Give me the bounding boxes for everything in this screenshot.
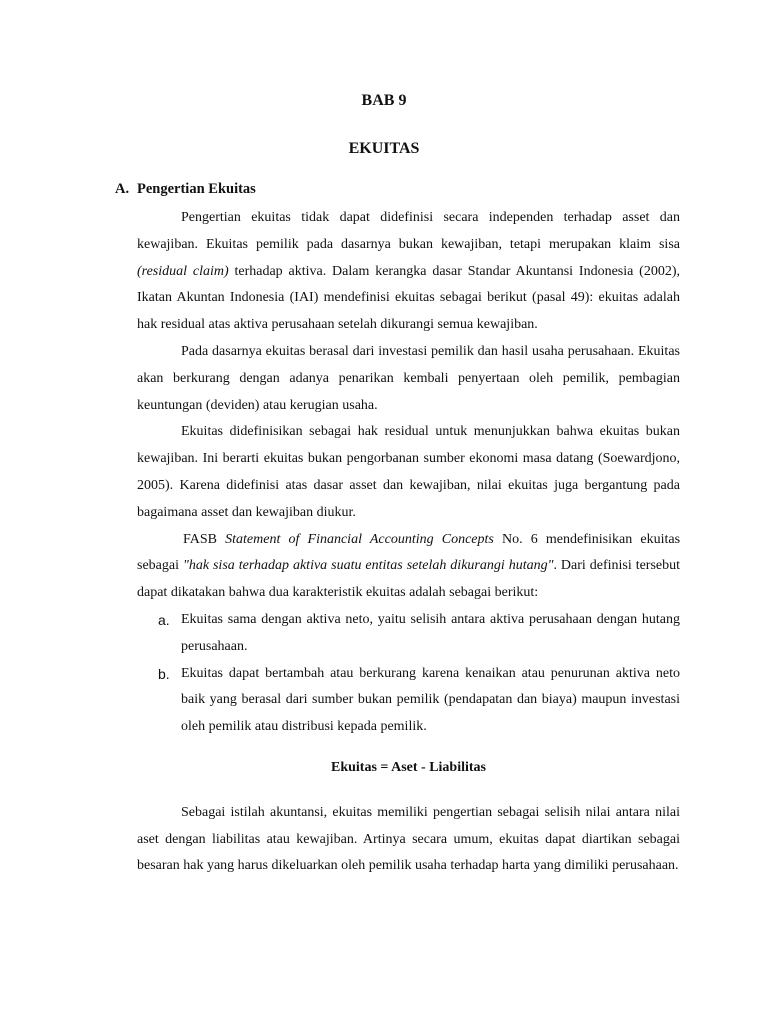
paragraph-1-text-a: Pengertian ekuitas tidak dapat didefinisi secara independen terhadap asset dan kewajiban. Ekuitas pemilik pada dasarnya bukan kewajiban, tetapi merupakan klaim sisa bbox=[137, 210, 680, 252]
paragraph-2: Pada dasarnya ekuitas berasal dari investasi pemilik dan hasil usaha perusahaan. Ekuitas akan berkurang dengan adanya penarikan kembali penyertaan oleh pemilik, pembagian keuntungan (deviden) atau kerugian usaha. bbox=[137, 343, 680, 413]
paragraph-5: Sebagai istilah akuntansi, ekuitas memiliki pengertian sebagai selisih nilai antara nilai aset dengan liabilitas atau kewajiban. Artinya secara umum, ekuitas dapat diartikan sebagai besaran hak yang harus dikeluarkan oleh pemilik usaha terhadap harta yang dimiliki perusahaan. bbox=[137, 804, 680, 874]
chapter-title: EKUITAS bbox=[348, 140, 420, 157]
paragraph-1 bbox=[137, 205, 680, 339]
paragraph-4-italic-title: Statement of Financial Accounting Concepts bbox=[225, 531, 494, 547]
section-number: A. bbox=[115, 181, 130, 197]
paragraph-1-italic-term: (residual claim) bbox=[137, 263, 229, 279]
list-marker: b. bbox=[158, 665, 170, 682]
paragraph-4-italic-quote: "hak sisa terhadap aktiva suatu entitas setelah dikurangi hutang" bbox=[182, 558, 554, 574]
equity-formula: Ekuitas = Aset - Liabilitas bbox=[330, 759, 486, 775]
paragraph-4 bbox=[137, 527, 680, 607]
section-title: Pengertian Ekuitas bbox=[137, 181, 256, 197]
list-item bbox=[137, 661, 680, 741]
list-marker: a. bbox=[158, 611, 170, 628]
paragraph-4-text-a: FASB bbox=[183, 531, 226, 547]
section-heading bbox=[115, 181, 256, 198]
list-item bbox=[137, 607, 680, 661]
document-body bbox=[137, 205, 680, 880]
characteristics-list bbox=[137, 607, 680, 741]
list-item-text: Ekuitas sama dengan aktiva neto, yaitu selisih antara aktiva perusahaan dengan hutang perusahaan. bbox=[181, 611, 680, 654]
list-item-text: Ekuitas dapat bertambah atau berkurang karena kenaikan atau penurunan aktiva neto baik yang berasal dari sumber bukan pemilik (pendapatan dan biaya) maupun investasi oleh pemilik atau distribusi kepada pemilik. bbox=[181, 665, 680, 735]
chapter-label: BAB 9 bbox=[361, 92, 407, 109]
paragraph-3: Ekuitas didefinisikan sebagai hak residual untuk menunjukkan bahwa ekuitas bukan kewajiban. Ini berarti ekuitas bukan pengorbanan sumber ekonomi masa datang (Soewardjono, 2005). Karena didefinisi atas dasar asset dan kewajiban, nilai ekuitas juga bergantung pada bagaimana asset dan kewajiban diukur. bbox=[137, 424, 680, 520]
paragraph-4-text-e: . Dari definisi tersebut dapat dikatakan bahwa dua karakteristik ekuitas adalah sebagai berikut: bbox=[137, 558, 681, 601]
paragraph-4-text-c: No. 6 mendefinisikan ekuitas sebagai bbox=[137, 531, 681, 574]
paragraph-1-text-c: terhadap aktiva. Dalam kerangka dasar Standar Akuntansi Indonesia (2002), Ikatan Akuntan Indonesia (IAI) mendefinisi ekuitas sebagai berikut (pasal 49): ekuitas adalah hak residual atas aktiva perusahaan setelah dikurangi semua kewajiban. bbox=[137, 263, 680, 333]
